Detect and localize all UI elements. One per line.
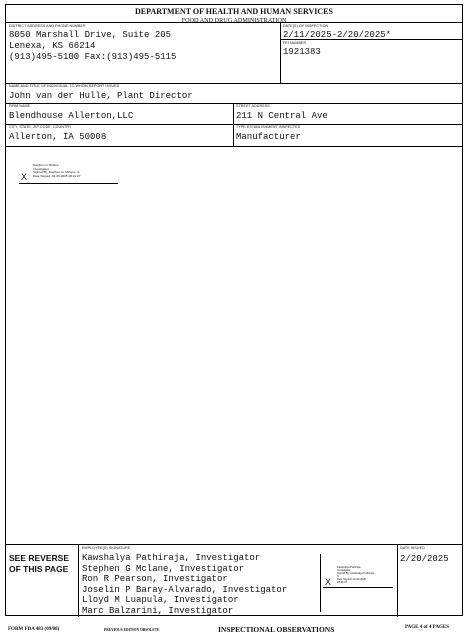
divider — [397, 544, 398, 617]
establishment-label: TYPE ESTABLISHMENT INSPECTED — [236, 125, 301, 129]
district-line: Lenexa, KS 66214 — [9, 41, 96, 51]
divider — [6, 22, 462, 23]
divider — [6, 544, 462, 545]
fei-label: FEI NUMBER — [283, 41, 307, 45]
divider — [320, 554, 321, 612]
divider — [6, 124, 462, 125]
form-title: INSPECTIONAL OBSERVATIONS — [218, 625, 335, 634]
date-issued-value: 2/20/2025 — [400, 554, 449, 564]
signature-line: Date Signed: 02-20-2025 — [337, 578, 366, 581]
signature-line: Investigator — [337, 569, 351, 572]
employee-name: Joselin P Baray-Alvarado, Investigator — [82, 584, 288, 595]
page-number: PAGE 4 of 4 PAGES — [405, 625, 449, 630]
firm-value: Blendhouse Allerton,LLC — [9, 111, 134, 121]
signature-mark: X — [325, 577, 332, 587]
recipient-value: John van der Hulle, Plant Director — [9, 91, 193, 101]
inspection-dates-label: DATE(S) OF INSPECTION — [283, 24, 329, 28]
recipient-label: NAME AND TITLE OF INDIVIDUAL TO WHOM REPORT ISSUED — [9, 84, 120, 88]
signature-line: S — [337, 575, 339, 578]
signature-line: Date Signed: 02-20-2025 18:21:27 — [33, 173, 81, 178]
employee-name: Marc Balzarini, Investigator — [82, 605, 234, 616]
divider — [6, 103, 462, 104]
employee-name: Stephen G Mclane, Investigator — [82, 563, 245, 574]
street-label: STREET ADDRESS — [236, 104, 270, 108]
employee-name: Lloyd M Luapula, Investigator — [82, 595, 239, 605]
city-label: CITY, STATE, ZIP CODE, COUNTRY — [9, 125, 72, 129]
employee-name: Ron R Pearson, Investigator — [82, 574, 228, 584]
divider — [280, 22, 281, 83]
obsolete-note: PREVIOUS EDITION OBSOLETE — [104, 628, 160, 632]
street-value: 211 N Central Ave — [236, 111, 328, 121]
signature-underline — [19, 183, 118, 184]
district-line: 8050 Marshall Drive, Suite 205 — [9, 30, 172, 40]
divider — [78, 544, 79, 617]
see-reverse-line: OF THIS PAGE — [9, 564, 69, 574]
signature-line: 18:26:37 — [337, 581, 348, 584]
form-frame — [5, 4, 463, 616]
see-reverse-note — [9, 553, 69, 575]
city-value: Allerton, IA 50008 — [9, 132, 107, 142]
signature-mark: X — [21, 172, 28, 182]
employees-label: EMPLOYEE(S) SIGNATURE — [82, 546, 131, 550]
divider — [6, 146, 462, 147]
see-reverse-line: SEE REVERSE — [9, 553, 69, 563]
department-title: DEPARTMENT OF HEALTH AND HUMAN SERVICES — [135, 7, 333, 16]
inspection-dates-value: 2/11/2025-2/20/2025* — [283, 30, 392, 40]
agency-title: FOOD AND DRUG ADMINISTRATION — [181, 17, 287, 24]
employee-name: Kawshalya Pathiraja, Investigator — [82, 553, 261, 563]
signature-line: Stephen G Mclane — [33, 163, 59, 167]
signature-line: Signed By: Kawshalya Pathiraja - — [337, 572, 376, 575]
district-line: (913)495-5100 Fax:(913)495-5115 — [9, 52, 177, 62]
date-issued-label: DATE ISSUED — [400, 546, 425, 550]
fei-value: 1921383 — [283, 47, 321, 57]
firm-label: FIRM NAME — [9, 104, 31, 108]
signature-line: Kawshalya Pathiraja — [337, 566, 361, 569]
employee-list — [82, 553, 287, 616]
signature-line: Signed By: Stephen G. Mclane -S — [33, 170, 80, 175]
footer-signature-text — [337, 566, 375, 584]
establishment-value: Manufacturer — [236, 132, 301, 142]
signature-line: Investigator — [33, 166, 49, 171]
district-label: DISTRICT ADDRESS AND PHONE NUMBER — [9, 24, 86, 28]
signature-underline — [323, 587, 393, 588]
body-signature-text — [33, 164, 80, 178]
form-number: FORM FDA 483 (09/08) — [8, 627, 60, 632]
